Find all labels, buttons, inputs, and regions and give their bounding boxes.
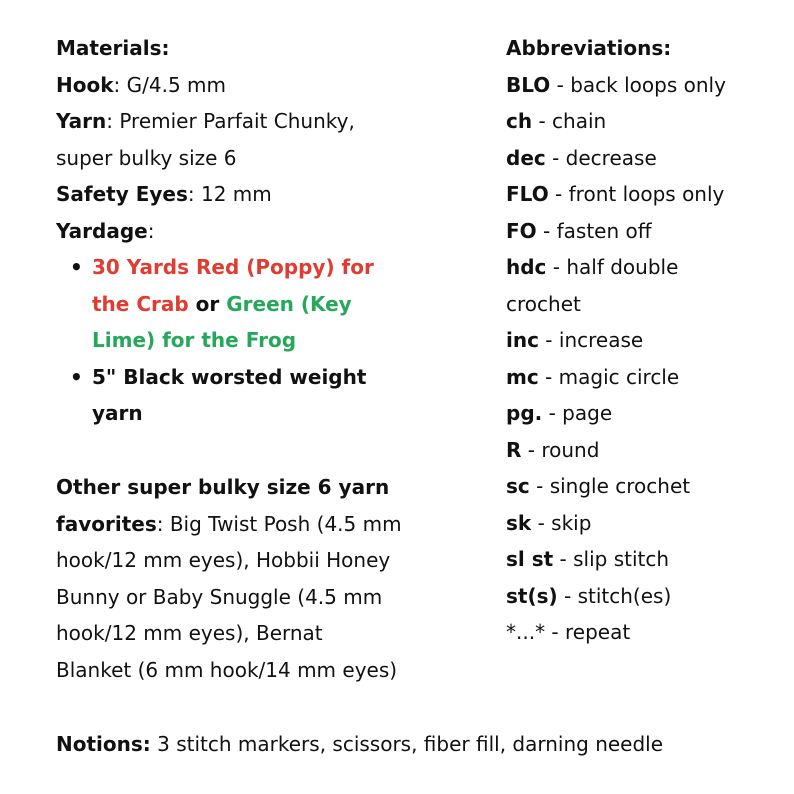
- list-item: [506, 286, 786, 323]
- abbreviation-definition: - stitch(es): [557, 583, 672, 608]
- eyes-line: Safety Eyes: 12 mm: [56, 182, 272, 206]
- abbreviation-definition: - slip stitch: [553, 547, 670, 571]
- list-item: [506, 322, 786, 359]
- other-yarn-section: Other super bulky size 6 yarn favorites: Big Twist Posh (4.5 mm hook/12 mm eyes), Hobbii Honey Bunny or Baby Snuggle (4.5 mm hook/12 mm eyes), Bernat Blanket (6 mm hook/14 mm eyes): [56, 475, 402, 682]
- abbreviation-term: mc: [506, 364, 539, 389]
- abbreviation-definition: - fasten off: [536, 218, 652, 243]
- abbreviation-term: hdc: [506, 255, 547, 279]
- abbreviation-term: FLO: [506, 182, 549, 206]
- hook-line: Hook: G/4.5 mm: [56, 72, 226, 97]
- abbreviation-definition: - single crochet: [529, 474, 691, 498]
- abbreviation-definition: - magic circle: [538, 364, 680, 389]
- materials-heading: Materials:: [56, 36, 170, 60]
- materials-section: [56, 30, 456, 432]
- list-item: [506, 468, 786, 505]
- abbreviation-definition: - chain: [532, 109, 607, 133]
- yarn-line: Yarn: Premier Parfait Chunky,: [56, 109, 355, 133]
- abbreviations-heading: Abbreviations:: [506, 36, 672, 60]
- abbreviation-term: st(s): [506, 583, 558, 608]
- list-item: [506, 176, 786, 213]
- list-item: [506, 359, 786, 396]
- abbreviation-term: sk: [506, 510, 532, 535]
- abbreviation-definition: - increase: [538, 328, 644, 352]
- list-item: [506, 67, 786, 104]
- list-item: [506, 249, 786, 286]
- abbreviation-definition: - back loops only: [550, 72, 726, 97]
- abbreviation-definition: - front loops only: [548, 182, 725, 206]
- abbreviation-term: sl st: [506, 547, 554, 571]
- yardage-list: [56, 249, 456, 432]
- abbreviations-section: [506, 30, 786, 651]
- abbreviation-term: inc: [506, 328, 539, 352]
- yarn-line-2: super bulky size 6: [56, 145, 237, 170]
- abbreviation-definition: - half double: [546, 255, 679, 279]
- abbreviation-term: sc: [506, 474, 530, 498]
- list-item: [506, 578, 786, 615]
- list-item: [506, 614, 786, 651]
- abbreviation-term: FO: [506, 218, 537, 243]
- list-item: [506, 213, 786, 250]
- abbreviation-term: BLO: [506, 72, 551, 97]
- notions-section: Notions: 3 stitch markers, scissors, fiber fill, darning needle: [56, 732, 664, 756]
- abbreviations-list: [506, 67, 786, 651]
- abbreviation-definition: crochet: [506, 291, 581, 316]
- abbreviation-definition: - page: [542, 401, 613, 425]
- list-item: [506, 541, 786, 578]
- abbreviation-definition: - decrease: [545, 145, 657, 170]
- yardage-line: Yardage:: [56, 218, 155, 243]
- abbreviation-term: R: [506, 437, 522, 462]
- abbreviation-definition: - round: [521, 437, 600, 462]
- abbreviation-term: dec: [506, 145, 546, 170]
- list-item: [506, 505, 786, 542]
- abbreviation-term: pg.: [506, 401, 543, 425]
- abbreviation-definition: - skip: [531, 510, 592, 535]
- list-item: [506, 103, 786, 140]
- list-item: [506, 432, 786, 469]
- abbreviation-term: ch: [506, 109, 533, 133]
- list-item: • 30 Yards Red (Poppy) for the Crab or Green (Key Lime) for the Frog: [92, 249, 456, 359]
- abbreviation-definition: *...* - repeat: [506, 620, 631, 644]
- list-item: • 5" Black worsted weight yarn: [92, 359, 456, 432]
- list-item: [506, 140, 786, 177]
- list-item: [506, 395, 786, 432]
